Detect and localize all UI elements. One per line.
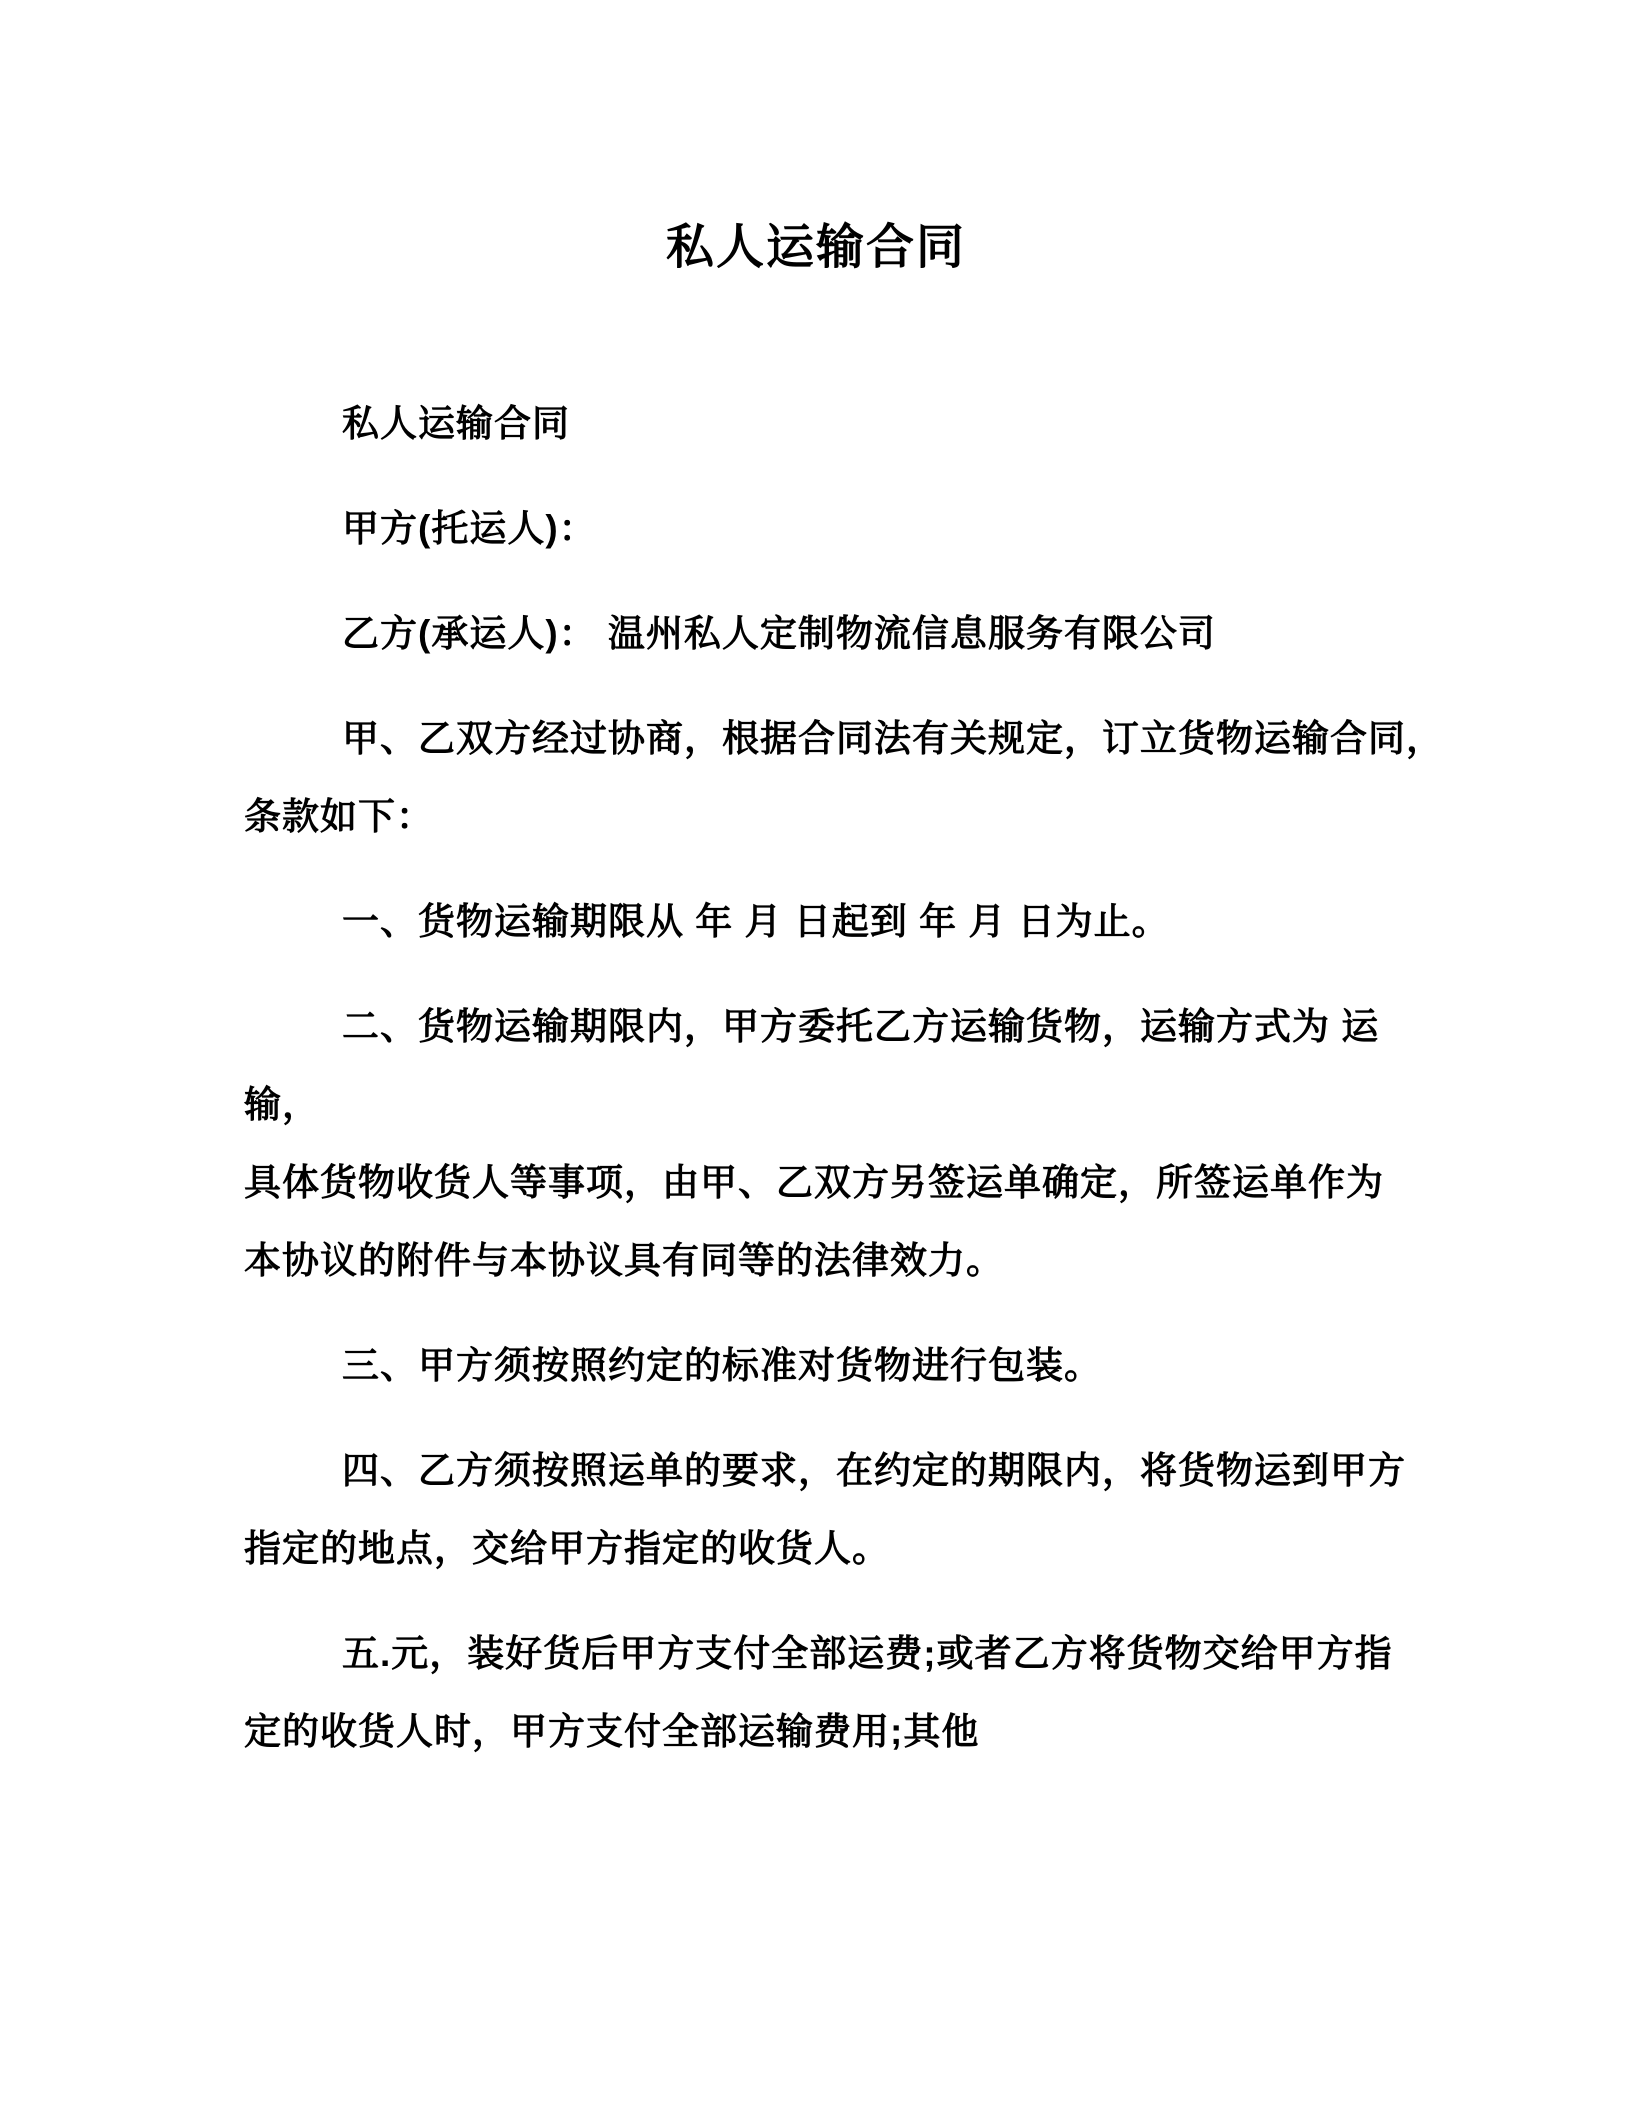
- paragraph: [244, 595, 1444, 673]
- paragraph: [244, 988, 1444, 1300]
- paragraph: [244, 1432, 1444, 1588]
- text-line: 甲、乙双方经过协商，根据合同法有关规定，订立货物运输合同，: [342, 718, 1444, 759]
- text-line: 指定的地点，交给甲方指定的收货人。: [244, 1528, 890, 1569]
- text-line: 本协议的附件与本协议具有同等的法律效力。: [244, 1240, 1004, 1281]
- document-body: [244, 385, 1444, 1771]
- text-line: 一、货物运输期限从 年 月 日起到 年 月 日为止。: [342, 901, 1170, 942]
- text-line: 甲方(托运人)：: [342, 508, 597, 549]
- text-line: 条款如下：: [244, 796, 434, 837]
- text-line: 二、货物运输期限内，甲方委托乙方运输货物，运输方式为 运输，: [244, 1006, 1380, 1125]
- text-line: 乙方(承运人)： 温州私人定制物流信息服务有限公司: [342, 613, 1216, 654]
- paragraph: [244, 385, 1444, 463]
- paragraph: [244, 1327, 1444, 1405]
- text-line: 具体货物收货人等事项，由甲、乙双方另签运单确定，所签运单作为: [244, 1162, 1384, 1203]
- document-title: 私人运输合同: [665, 221, 966, 274]
- paragraph: [244, 883, 1444, 961]
- paragraph: [244, 700, 1444, 856]
- text-line: 四、乙方须按照运单的要求，在约定的期限内，将货物运到甲方: [342, 1450, 1406, 1491]
- text-line: 五.元，装好货后甲方支付全部运费;或者乙方将货物交给甲方指: [342, 1633, 1393, 1674]
- paragraph: [244, 490, 1444, 568]
- paragraph: [244, 1615, 1444, 1771]
- text-line: 私人运输合同: [342, 403, 570, 444]
- text-line: 定的收货人时，甲方支付全部运输费用;其他: [244, 1711, 980, 1752]
- text-line: 三、甲方须按照约定的标准对货物进行包装。: [342, 1345, 1102, 1386]
